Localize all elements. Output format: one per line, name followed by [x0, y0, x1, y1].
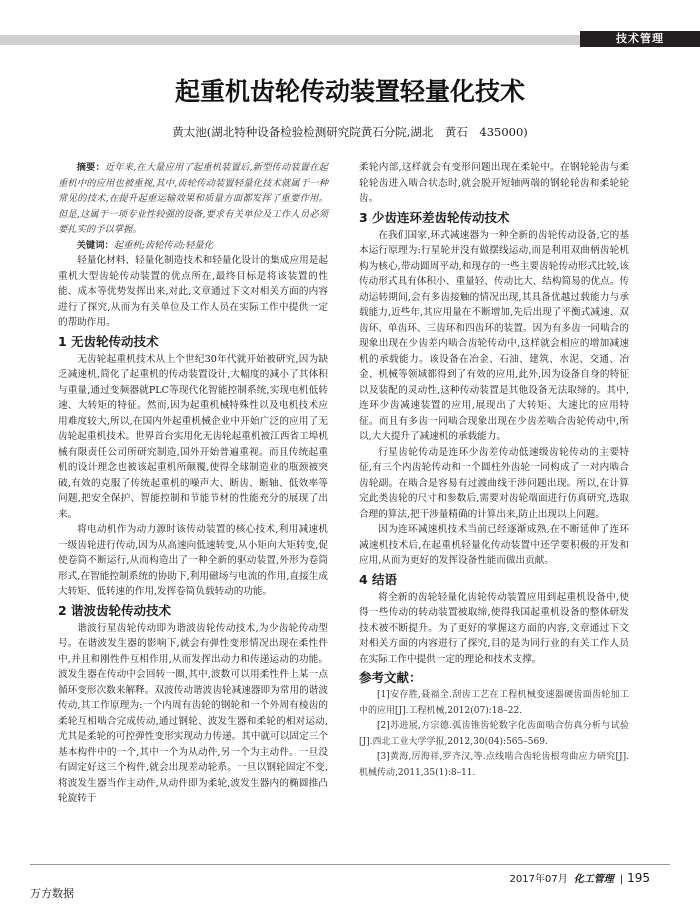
footer-separator: |	[619, 874, 624, 885]
abstract-text: 近年来,在大量应用了起重机装置后,新型传动装置在起重机中的应用也被重视,其中,齿轮传动装置轻量化技术就属于一种常见的技术,在提升起重运输效果和质量方面都发挥了重要作用。但是,这属于一项专业性较强的设备,要求有关单位及工作人员必须要扎实的予以掌握。	[58, 162, 328, 235]
paragraph: 因为连环减速机技术当前已经逐渐成熟,在不断延伸了连环减速机技术后,在起重机轻量化传动装置中还学要积极的开发和应用,从而为更好的发挥设备性能而做出贡献。	[359, 524, 629, 566]
paragraph: 无齿轮起重机技术从上个世纪30年代就开始被研究,因为缺乏减速机,简化了起重机的传动装置设计,大幅度的减小了其体积与重量,通过变频器就PLC等现代化智能控制系统,实现电机低转速、大转矩的特征。然而,因为起重机械特殊性以及电机技术应用难度较大,所以,在国内外起重机械企业中开始广泛的应用了无齿轮起重机技术。世界首台实用化无齿轮起重机被江西省工埠机械有限责任公司所研究制造,国外开始普遍重视。而且传统起重机的设计理念也被该起重机所颠覆,使得全球制造业的瓶颈被突破,有效的克服了传统起重机的噪声大、断齿、断轴、低效率等问题,把安全保护、智能控制和节能节材的性能充分的展现了出来。	[58, 353, 328, 520]
references-heading: 参考文献：	[359, 670, 422, 685]
source-watermark: 万方数据	[30, 887, 74, 900]
article-title: 起重机齿轮传动装置轻量化技术	[174, 77, 525, 106]
footer-info	[510, 870, 650, 885]
paragraph: 将电动机作为动力源时该传动装置的核心技术,利用减速机一级齿轮进行传动,因为从高速向低速转变,从小矩向大矩转变,促使卷筒不断运行,从而构造出了一种全新的驱动装置,外形为卷筒形式,在智能控制系统的协助下,利用磁场与电流的作用,直接生成大转矩、低转速的作用,发挥卷筒负载转动的功能。	[58, 524, 328, 597]
keywords	[58, 238, 328, 254]
magazine-name: 化工管理	[573, 874, 614, 885]
paragraph: 谐波行星齿轮传动即为谐波齿轮传动技术,为少齿轮传动型号。在谐波发生器的影响下,就会有弹性变形情况出现在柔性件中,并且和刚性件互相作用,从而发挥出动力和传递运动的功能。波发生器在传动中会回转一圈,其中,波数可以用柔性件上某一点循环变形次数来解释。双波传动谐波齿轮减速器即为常用的谐波传动,其工作原理为:一个内周有齿轮的钢轮和一个外周有棱齿的柔轮互相啮合完成传动,通过钢轮、波发生器和柔轮的相对运动,尤其是柔轮的可控弹性变形实现动力传递。其中就可以固定三个基本构件中的一个,其中一个为从动件,另一个为主动件。一旦没有固定好这三个构件,就会出现差动轮系。一旦以钢轮固定不变,将波发生器当作主动件,从动件即为柔轮,波发生器内的椭圆推凸轮旋转于	[58, 622, 328, 804]
section-tag: 技术管理	[580, 31, 700, 47]
paragraph: 在我们国家,环式减速器为一种全新的齿轮传动设备,它的基本运行原理为:行星轮并没有做摆线运动,而是利用双曲柄齿轮机构为核心,带动圆周平动,和现存的一些主要齿轮传动形式比较,该传动形式具有体积小、重量轻、传动比大、结构简易的优点。传动运转期间,会有多齿接触的情况出现,其具备优越过载能力与承载能力,近些年,其应用量在不断增加,先后出现了平衡式减速、双齿环、单齿环、三齿环和四齿环的装置。因为有多齿一同啮合的现象出现在少齿差内啮合齿轮传动中,这样就会相应的增加减速机的承载能力。该设备在冶金、石油、建筑、水泥、交通、冶金、机械等领域都得到了有效的应用,此外,因为设备自身的特征以及装配的灵动性,这种传动装置是其他设备无法取缔的。其中,连环少齿减速装置的应用,展现出了大转矩、大速比的应用特征。而且有多齿一同啮合现象出现在少齿差啮合齿轮传动中,所以,大大提升了减速机的承载能力。	[359, 229, 629, 442]
section-heading-2: 2 谐波齿轮传动技术	[58, 602, 172, 618]
paragraph: 行星齿轮传动是连环少齿差传动低速级齿轮传动的主要特征,有三个内齿轮传动和一个圆柱外齿轮一同构成了一对内啮合齿轮副。在啮合是容易有过渡曲线干涉问题出现。所以,在计算完此类齿轮的尺寸和参数后,需要对齿轮端面进行仿真研究,选取合理的算法,把干涉量精确的计算出来,防止出现以上问题。	[359, 446, 629, 520]
issue-date: 2017年07月	[509, 874, 568, 885]
paragraph: 柔轮内部,这样就会有变形问题出现在柔轮中。在钢轮轮齿与柔轮轮齿进入啮合状态时,就会脱开短轴两端的钢轮轮齿和柔轮轮齿。	[359, 162, 629, 204]
article-authors: 黄太池(湖北特种设备检验检测研究院黄石分院,湖北 黄石 435000)	[172, 125, 528, 139]
footer-rule	[30, 864, 670, 865]
header-bar	[0, 31, 700, 47]
left-column	[58, 160, 328, 807]
abstract-label: 摘要：	[76, 162, 105, 173]
reference-item: [2]苏进展,方宗德.弧齿锥齿轮数字化齿面啮合仿真分析与试验[J].西北工业大学学报,2012,30(04):565–569.	[359, 721, 629, 747]
section-heading-3: 3 少齿连环差齿轮传动技术	[359, 209, 510, 225]
section-heading-1: 1 无齿轮传动技术	[58, 333, 159, 349]
keywords-text: 起重机;齿轮传动;轻量化	[113, 239, 214, 251]
abstract	[58, 160, 328, 238]
reference-item: [3]黄海,厉海祥,罗齐汉,等.点线啮合齿轮齿根弯曲应力研究[J].机械传动,2011,35(1):8–11.	[359, 752, 629, 778]
header-gray-band	[0, 35, 580, 45]
reference-item: [1]安存胜,聂福全.刮齿工艺在工程机械变速器硬齿面齿轮加工中的应用[J].工程机械,2012(07):18–22.	[359, 690, 629, 716]
keywords-label: 关键词：	[76, 239, 114, 251]
page-number: 195	[627, 871, 650, 885]
intro-paragraph: 轻量化材料、轻量化制造技术和轻量化设计的集成应用是起重机大型齿轮传动装置的优点所在,最终目标是将该装置的性能、成本等优势发挥出来,对此,文章通过下文对相关方面的内容进行了探究,从而为有关单位及工作人员在实际工作中提供一定的帮助作用。	[58, 255, 328, 328]
section-heading-4: 4 结语	[359, 571, 398, 587]
right-column	[359, 160, 629, 781]
paragraph: 将全新的齿轮轻量化齿轮传动装置应用到起重机设备中,使得一些传动的转动装置被取缔,使得我国起重机设备的整体研发技术被不断提升。为了更好的掌握这方面的内容,文章通过下文对相关方面的内容进行了探究,目的是为同行业的有关工作人员在实际工作中提供一定的理论和技术支撑。	[359, 591, 629, 665]
